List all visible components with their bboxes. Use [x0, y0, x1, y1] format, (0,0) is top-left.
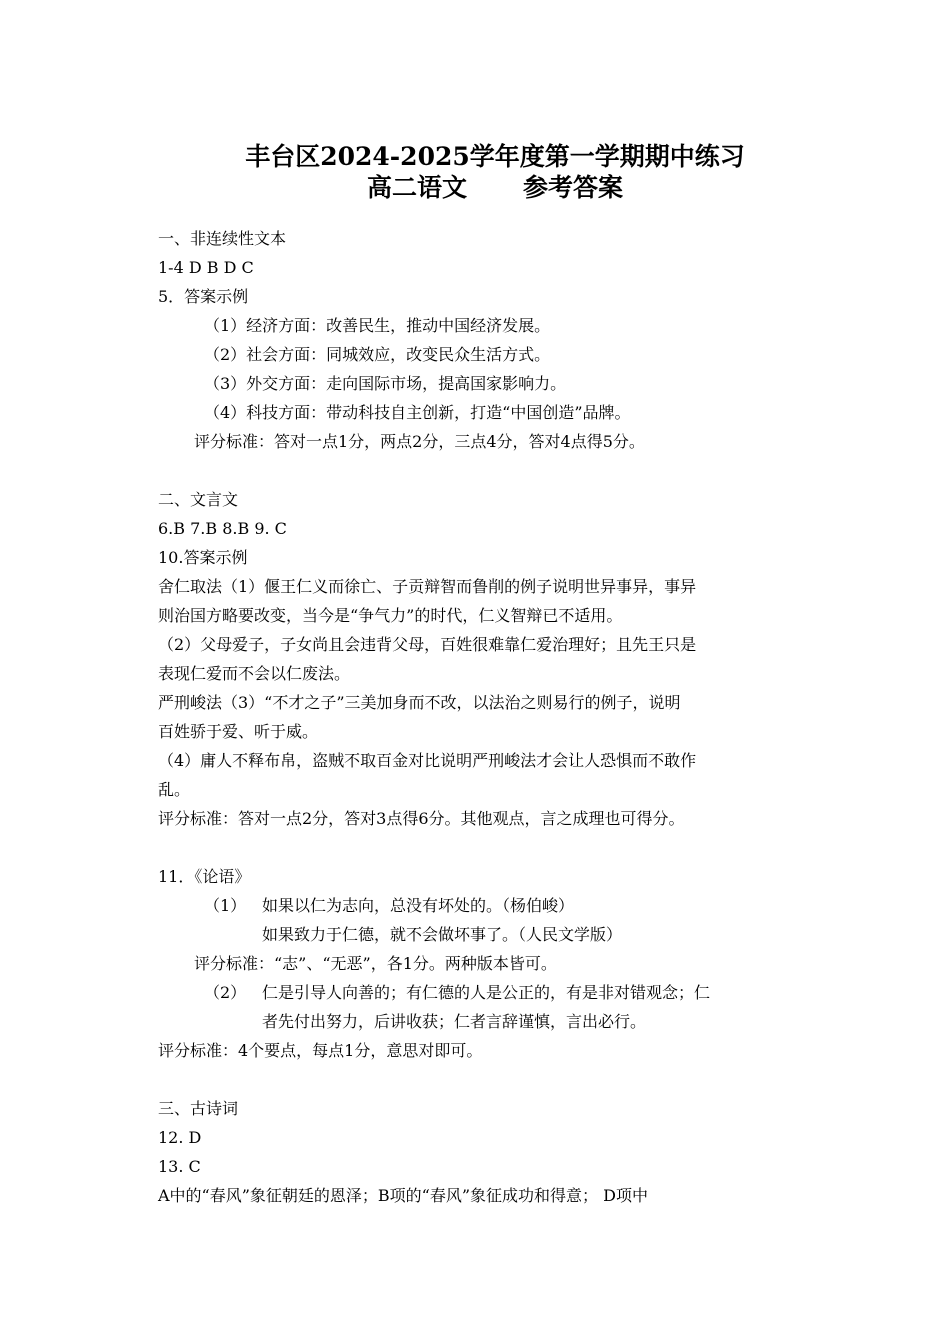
- answer-text-line: 严刑峻法（3）“不才之子”三美加身而不改，以法治之则易行的例子，说明: [158, 693, 681, 712]
- sub-answer-number: （2）: [204, 983, 247, 1002]
- answer-line: 13. C: [158, 1157, 201, 1176]
- scoring-criteria: 评分标准：4个要点，每点1分，意思对即可。: [158, 1041, 483, 1060]
- section-heading: 三、古诗词: [158, 1099, 239, 1118]
- answer-line: 6.B 7.B 8.B 9. C: [158, 519, 287, 538]
- sub-answer-number: （1）: [204, 896, 247, 915]
- answer-text-line: （4）庸人不释布帛，盗贼不取百金对比说明严刑峻法才会让人恐惧而不敢作: [158, 751, 697, 770]
- answer-point: （1）经济方面：改善民生，推动中国经济发展。: [204, 316, 551, 335]
- question-label: 5．答案示例: [158, 287, 249, 306]
- answer-text-line: 乱。: [158, 780, 191, 799]
- sub-answer: [158, 920, 818, 949]
- scoring-criteria: 评分标准：答对一点2分，答对3点得6分。其他观点，言之成理也可得分。: [158, 809, 685, 828]
- scoring-criteria: 评分标准：答对一点1分，两点2分，三点4分，答对4点得5分。: [194, 432, 645, 451]
- answer-text-line: 舍仁取法（1）偃王仁义而徐亡、子贡辩智而鲁削的例子说明世异事异，事异: [158, 577, 697, 596]
- scoring-criteria: 评分标准：“志”、“无恶”，各1分。两种版本皆可。: [194, 954, 557, 973]
- answer-text-line: 百姓骄于爱、听于威。: [158, 722, 319, 741]
- sub-answer-text: 如果致力于仁德，就不会做坏事了。（人民文学版）: [262, 925, 623, 944]
- section-heading: 二、文言文: [158, 490, 239, 509]
- question-label: 11．《论语》: [158, 867, 251, 886]
- question-label: 10.答案示例: [158, 548, 248, 567]
- answer-text-line: A中的“春风”象征朝廷的恩泽；B项的“春风”象征成功和得意； D项中: [158, 1186, 648, 1205]
- answer-line: 1-4 D B D C: [158, 258, 254, 277]
- answer-text-line: 表现仁爱而不会以仁废法。: [158, 664, 351, 683]
- answer-point: （4）科技方面：带动科技自主创新，打造“中国创造”品牌。: [204, 403, 631, 422]
- answer-line: 12. D: [158, 1128, 202, 1147]
- sub-answer-text: 仁是引导人向善的；有仁德的人是公正的，有是非对错观念；仁: [262, 983, 711, 1002]
- answer-text-line: （2）父母爱子，子女尚且会违背父母，百姓很难靠仁爱治理好；且先王只是: [158, 635, 697, 654]
- sub-answer-text: 如果以仁为志向，总没有坏处的。（杨伯峻）: [262, 896, 575, 915]
- section-heading: 一、非连续性文本: [158, 229, 287, 248]
- sub-answer: [158, 1007, 818, 1036]
- sub-answer-text: 者先付出努力，后讲收获；仁者言辞谨慎，言出必行。: [262, 1012, 647, 1031]
- subject-label: 高二语文: [366, 173, 467, 202]
- document-subtitle: [0, 173, 950, 203]
- answer-key-label: 参考答案: [523, 173, 624, 202]
- answer-point: （3）外交方面：走向国际市场，提高国家影响力。: [204, 374, 567, 393]
- answer-text-line: 则治国方略要改变，当今是“争气力”的时代，仁义智辩已不适用。: [158, 606, 623, 625]
- sub-answer: [158, 978, 818, 1007]
- answer-point: （2）社会方面：同城效应，改变民众生活方式。: [204, 345, 551, 364]
- sub-answer: [158, 891, 818, 920]
- document-title: 丰台区2024-2025学年度第一学期期中练习: [245, 142, 745, 171]
- answer-body: [158, 224, 818, 1210]
